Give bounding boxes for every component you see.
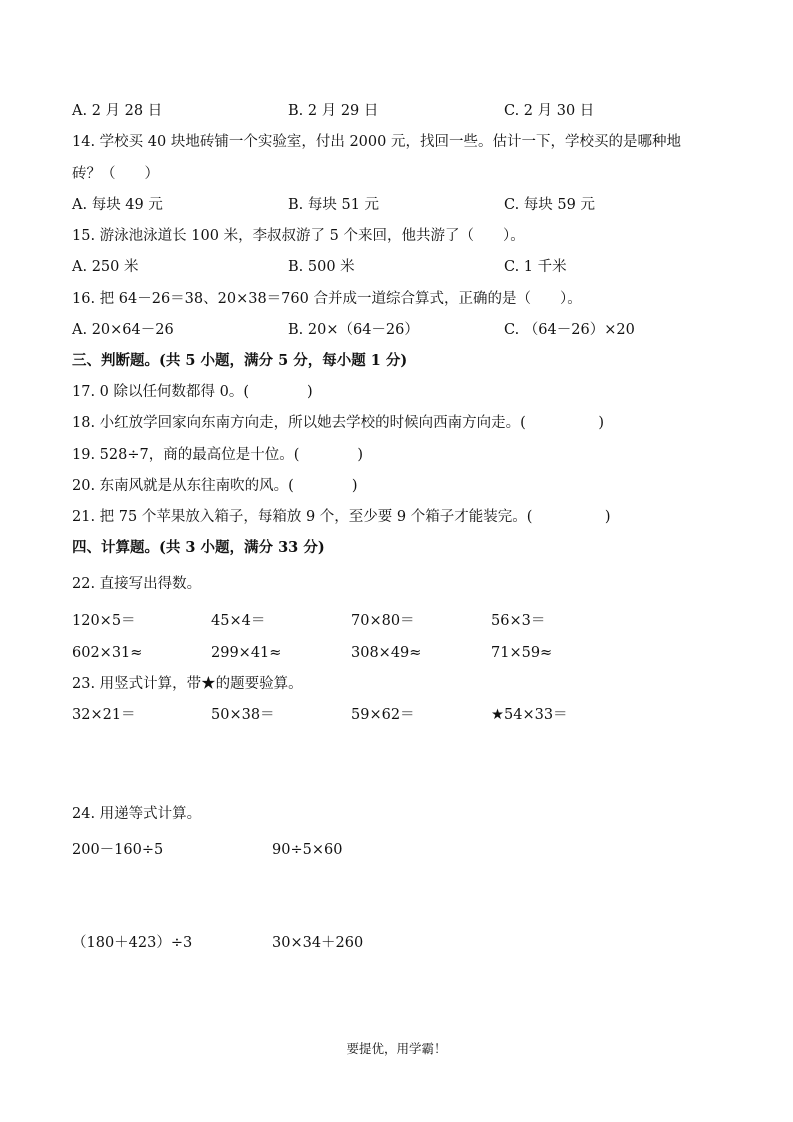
q22-stem: 22. 直接写出得数。 [72, 576, 202, 592]
q20: 20. 东南风就是从东往南吹的风。( ) [72, 478, 358, 494]
q23-item: 32×21＝ [72, 707, 136, 723]
q22-item: 299×41≈ [211, 645, 282, 661]
q23-item: 59×62＝ [351, 707, 415, 723]
q22-item: 71×59≈ [491, 645, 553, 661]
q14-option-a: A. 每块 49 元 [72, 197, 163, 213]
q24-item: 90÷5×60 [272, 842, 343, 858]
q15-option-a: A. 250 米 [72, 259, 139, 275]
q24-item: （180＋423）÷3 [72, 935, 193, 951]
q15-option-b: B. 500 米 [288, 259, 355, 275]
q24-item: 200－160÷5 [72, 842, 164, 858]
q14-option-b: B. 每块 51 元 [288, 197, 380, 213]
q22-item: 120×5＝ [72, 613, 136, 629]
q17: 17. 0 除以任何数都得 0。( ) [72, 384, 313, 400]
q14-stem: 14. 学校买 40 块地砖铺一个实验室，付出 2000 元，找回一些。估计一下，学校买的是哪种地 [72, 134, 681, 150]
q14-option-c: C. 每块 59 元 [504, 197, 595, 213]
q18: 18. 小红放学回家向东南方向走，所以她去学校的时候向西南方向走。( ) [72, 415, 604, 431]
page-footer: 要提优，用学霸！ [346, 1041, 447, 1056]
q23-item: ★54×33＝ [491, 707, 568, 723]
q23-item: 50×38＝ [211, 707, 275, 723]
q23-stem: 23. 用竖式计算，带★的题要验算。 [72, 676, 303, 692]
q19: 19. 528÷7，商的最高位是十位。( ) [72, 447, 364, 463]
q15-option-c: C. 1 千米 [504, 259, 567, 275]
q15-stem: 15. 游泳池泳道长 100 米，李叔叔游了 5 个来回，他共游了（ ）。 [72, 228, 525, 244]
q16-option-b: B. 20×（64－26） [288, 322, 419, 338]
q13-option-a: A. 2 月 28 日 [72, 103, 163, 119]
section-4-title: 四、计算题。(共 3 小题，满分 33 分) [72, 539, 325, 556]
section-3-title: 三、判断题。(共 5 小题，满分 5 分，每小题 1 分) [72, 352, 408, 369]
q22-item: 70×80＝ [351, 613, 415, 629]
q21: 21. 把 75 个苹果放入箱子，每箱放 9 个，至少要 9 个箱子才能装完。( ) [72, 509, 611, 525]
q24-stem: 24. 用递等式计算。 [72, 806, 202, 822]
q24-item: 30×34＋260 [272, 935, 364, 951]
q16-option-a: A. 20×64－26 [72, 322, 174, 338]
q22-item: 308×49≈ [351, 645, 422, 661]
q22-item: 602×31≈ [72, 645, 143, 661]
q13-option-b: B. 2 月 29 日 [288, 103, 379, 119]
q14-stem-cont: 砖？（ ） [72, 166, 159, 182]
q16-stem: 16. 把 64－26＝38、20×38＝760 合并成一道综合算式，正确的是（ ）。 [72, 291, 582, 307]
q22-item: 45×4＝ [211, 613, 266, 629]
q16-option-c: C. （64－26）×20 [504, 322, 635, 338]
q13-option-c: C. 2 月 30 日 [504, 103, 595, 119]
q22-item: 56×3＝ [491, 613, 546, 629]
